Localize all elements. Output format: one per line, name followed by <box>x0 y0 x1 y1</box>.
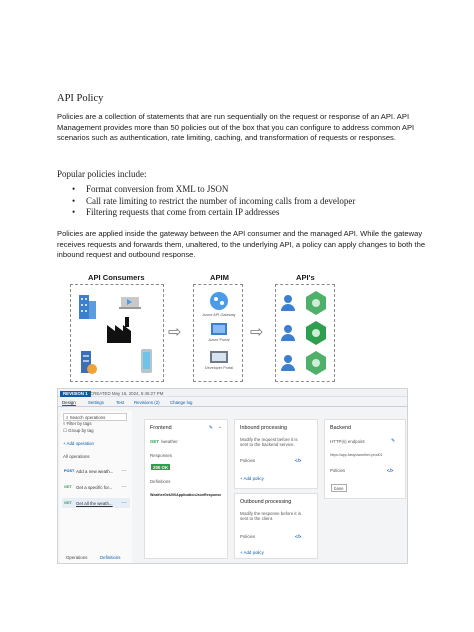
frontend-title: Frontend <box>150 425 172 431</box>
filter-input[interactable]: ▿ Filter by tags <box>63 421 92 426</box>
user-icon <box>281 355 295 371</box>
user-icon <box>281 295 295 311</box>
definitions-label: Definitions <box>150 479 171 484</box>
apim-title: APIM <box>210 273 229 282</box>
outbound-description: Modify the response before it is sent to the client. <box>240 511 302 521</box>
list-item: • Format conversion from XML to JSON <box>72 184 355 196</box>
list-item[interactable]: GET Get a specific for... … <box>64 483 127 490</box>
list-item[interactable]: POST Add a new weath... … <box>64 467 127 474</box>
inbound-policies-label: Policies <box>240 458 256 463</box>
gateway-icon <box>210 292 228 310</box>
add-operation-button[interactable]: + Add operation <box>63 441 94 446</box>
list-item: • Call rate limiting to restrict the number of incoming calls from a developer <box>72 196 355 208</box>
phone-icon <box>141 349 152 373</box>
policy-list <box>72 184 355 219</box>
edit-icon[interactable]: ✎ <box>208 425 213 431</box>
search-input[interactable]: ⌕ Search operations <box>63 413 127 421</box>
arrow-right-icon: ⇨ <box>168 324 182 341</box>
endpoint-label: HTTP(s) endpoint <box>330 439 365 444</box>
list-item[interactable]: GET Get all the weath... … <box>62 498 130 508</box>
frontend-path: /weather <box>161 439 178 444</box>
consumers-box <box>70 284 164 382</box>
definition-name: WeatherGet200ApplicationJsonResponse <box>150 493 222 497</box>
code-icon[interactable]: </> <box>295 458 302 463</box>
portal-label: Azure Portal <box>208 338 230 342</box>
tab-test[interactable]: Test <box>116 400 125 405</box>
arrow-right-icon: ⇨ <box>250 324 264 341</box>
outbound-policies-label: Policies <box>240 534 256 539</box>
laptop-icon <box>119 297 141 309</box>
operations-pane <box>60 411 132 563</box>
responses-label: Responses <box>150 453 172 458</box>
frontend-verb: GET <box>150 439 160 444</box>
add-policy-button[interactable]: + Add policy <box>240 476 264 481</box>
frontend-card <box>144 419 228 559</box>
backend-policies-label: Policies <box>330 468 346 473</box>
more-icon[interactable]: … <box>121 467 127 473</box>
hexagon-icon <box>306 291 326 315</box>
apim-design-screenshot <box>57 388 408 564</box>
more-icon[interactable]: … <box>121 499 127 505</box>
consumer-icons <box>71 285 165 383</box>
design-tabs <box>58 398 407 407</box>
bottom-tab-operations[interactable]: Operations <box>66 555 88 560</box>
tab-revisions[interactable]: Revisions (2) <box>134 400 160 405</box>
popular-policies-heading: Popular policies include: <box>57 169 147 179</box>
backend-url: https://app-fastyowsether-prod01 <box>330 453 383 457</box>
outbound-card <box>234 493 318 559</box>
more-icon[interactable]: … <box>121 483 127 489</box>
revision-bar <box>58 389 407 397</box>
list-item: • Filtering requests that come from certain IP addresses <box>72 207 355 219</box>
outbound-title: Outbound processing <box>240 499 292 505</box>
filter-icon: ▿ <box>63 421 67 426</box>
server-icon <box>81 351 97 374</box>
hexagon-icon <box>306 351 326 375</box>
tab-design[interactable]: Design <box>62 400 76 405</box>
user-icon <box>281 325 295 341</box>
backend-title: Backend <box>330 425 351 431</box>
intro-paragraph: Policies are a collection of statements that are run sequentially on the request or response of an API. API Management provides more than 50 policies out of the box that you can configure to address common API scenarios such as authentication, rate limiting, caching, and transformation of requests or responses. <box>57 112 415 143</box>
apis-box <box>275 284 335 382</box>
building-icon <box>79 295 96 319</box>
revision-badge: REVISION 1 <box>60 391 91 397</box>
bottom-tab-definitions[interactable]: Definitions <box>100 555 121 560</box>
inbound-card <box>234 419 318 489</box>
search-icon: ⌕ <box>66 414 70 420</box>
checkbox-icon: ☐ <box>63 428 69 433</box>
apis-title: API's <box>296 273 315 282</box>
tab-change-log[interactable]: Change log <box>170 400 193 405</box>
chevron-down-icon[interactable]: ⌄ <box>217 424 222 430</box>
inbound-title: Inbound processing <box>240 425 288 431</box>
backend-card <box>324 419 406 499</box>
group-by-tag-checkbox[interactable]: ☐ Group by tag <box>63 428 94 433</box>
all-operations-item[interactable]: All operations <box>63 454 90 459</box>
created-timestamp: CREATED May 16, 2024, 5:45:27 PM <box>90 391 164 396</box>
developer-portal-icon <box>210 351 228 363</box>
add-policy-button[interactable]: + Add policy <box>240 550 264 555</box>
base-policy-badge[interactable]: base <box>331 484 347 492</box>
portal-icon <box>211 323 227 335</box>
code-icon[interactable]: </> <box>295 534 302 539</box>
section-heading: API Policy <box>57 93 104 104</box>
factory-icon <box>107 317 131 343</box>
developer-portal-label: Developer Portal <box>204 366 234 370</box>
gateway-paragraph: Policies are applied inside the gateway between the API consumer and the managed API. While the gateway receives requests and forwards them, unaltered, to the underlying API, a policy can apply changes to both the inbound request and outbound response. <box>57 229 426 260</box>
inbound-description: Modify the request before it is sent to the backend service. <box>240 437 298 447</box>
tab-settings[interactable]: Settings <box>88 400 104 405</box>
hexagon-icon <box>306 321 326 345</box>
api-icons <box>276 285 336 383</box>
status-badge: 200 OK <box>153 464 169 470</box>
gateway-label: Azure API Gateway <box>202 313 236 317</box>
apim-box <box>193 284 243 382</box>
consumers-title: API Consumers <box>88 273 145 282</box>
code-icon[interactable]: </> <box>387 468 394 473</box>
edit-icon[interactable]: ✎ <box>391 438 396 444</box>
